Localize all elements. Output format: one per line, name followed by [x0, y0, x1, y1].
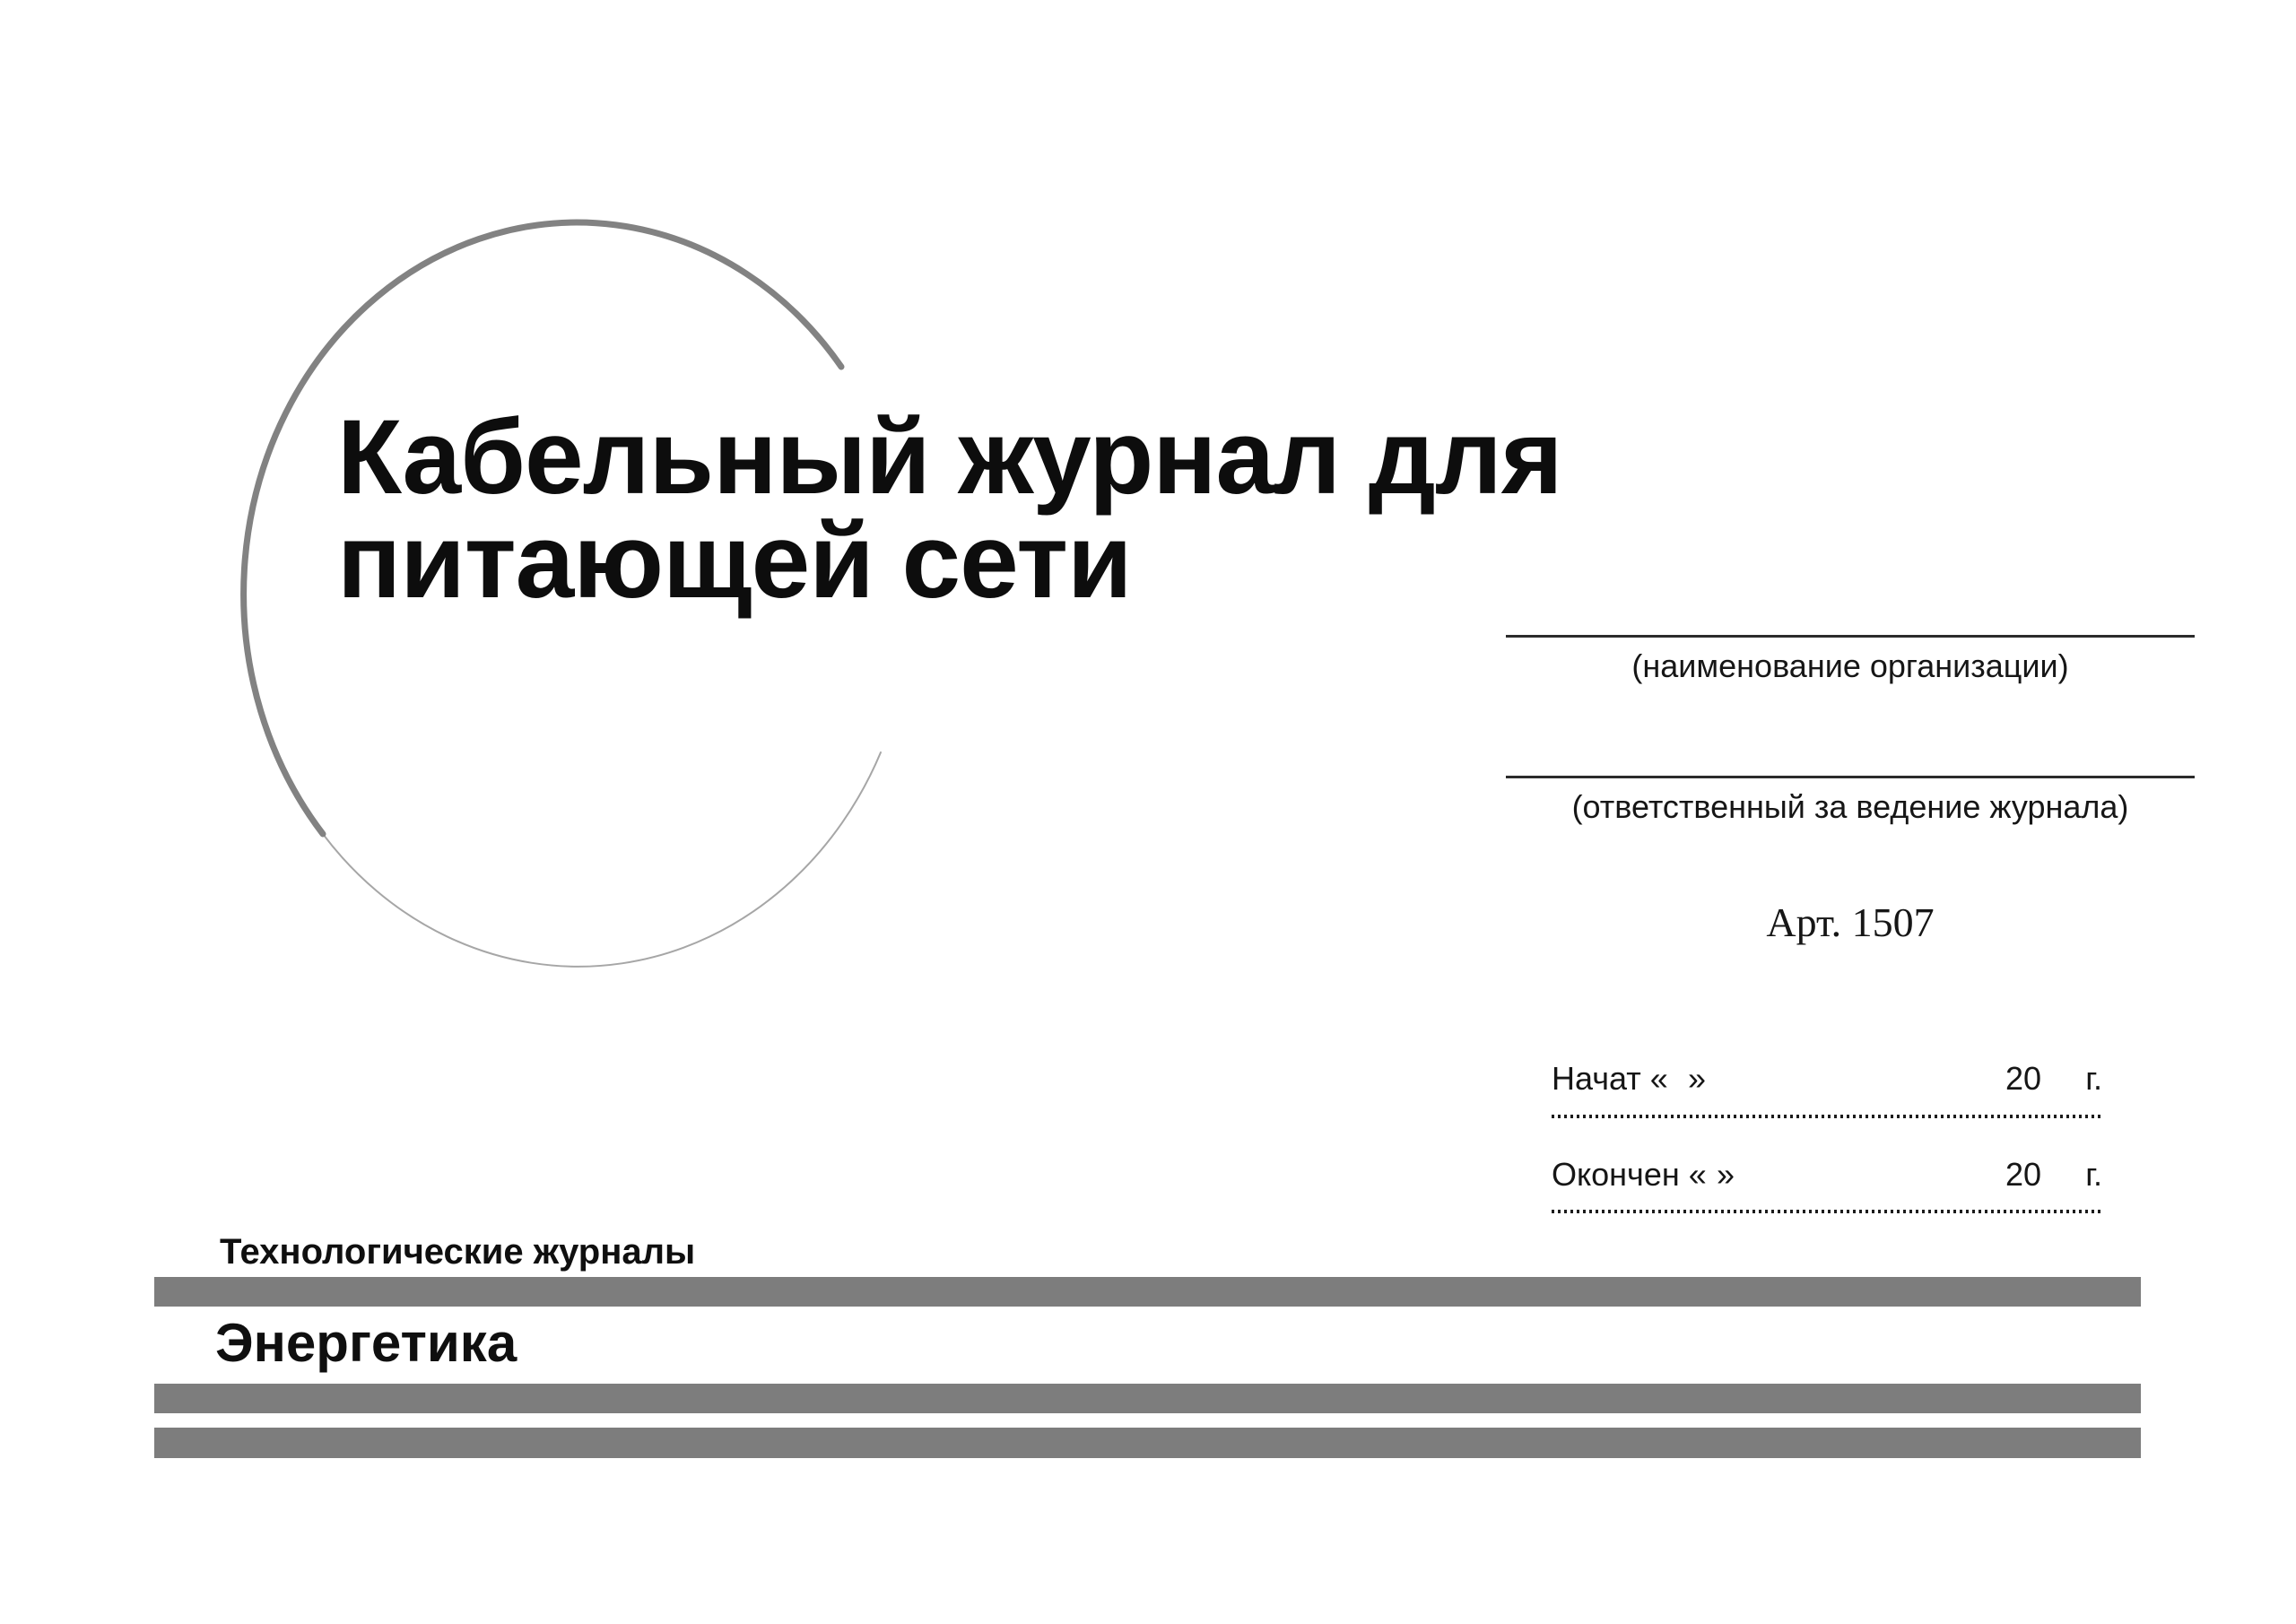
started-date-row — [1552, 1060, 2102, 1105]
finished-close-quote: » — [1717, 1156, 1735, 1193]
divider-bar-top — [154, 1277, 2141, 1307]
divider-bar-bottom — [154, 1428, 2141, 1458]
responsible-person-caption: (ответственный за ведение журнала) — [1571, 788, 2129, 825]
started-dotted-line — [1552, 1115, 2102, 1118]
finished-date-row — [1552, 1156, 2102, 1201]
organization-name-line — [1506, 635, 2195, 638]
started-year-prefix: 20 — [2005, 1060, 2042, 1097]
finished-label: Окончен « — [1552, 1156, 1707, 1193]
started-close-quote: » — [1688, 1060, 1707, 1097]
category-title: Энергетика — [215, 1313, 517, 1373]
responsible-person-line — [1506, 776, 2195, 778]
finished-dotted-line — [1552, 1210, 2102, 1213]
article-number: Арт. 1507 — [1766, 899, 1935, 945]
credentials-panel — [1506, 0, 2195, 986]
page-title: Кабельный журнал для питающей сети — [337, 398, 1562, 621]
finished-year-suffix: г. — [2085, 1156, 2102, 1193]
started-year-suffix: г. — [2085, 1060, 2102, 1097]
divider-bar-middle — [154, 1384, 2141, 1413]
finished-year-prefix: 20 — [2005, 1156, 2042, 1193]
started-label: Начат « — [1552, 1060, 1668, 1097]
organization-name-caption: (наименование организации) — [1631, 647, 2069, 684]
series-title: Технологические журналы — [220, 1232, 696, 1272]
